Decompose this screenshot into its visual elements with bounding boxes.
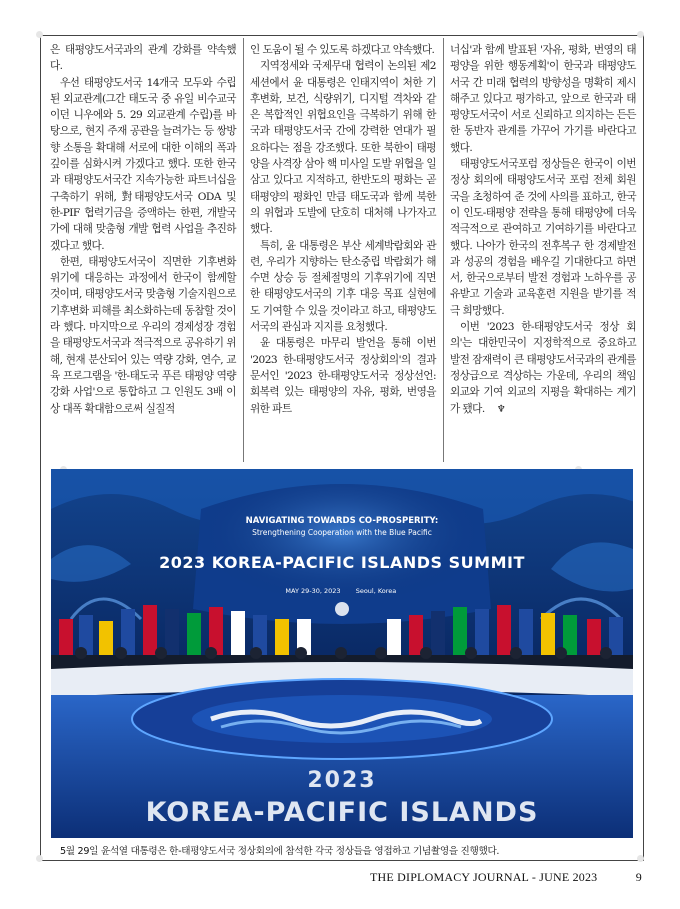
floor-title: KOREA-PACIFIC ISLANDS xyxy=(145,797,539,828)
paragraph-text: 이번 '2023 한-태평양도서국 정상 회의'는 대한민국이 지정학적으로 중요하고 발전 잠재력이 큰 태평양도서국과의 관계를 정상급으로 격상하는 가운데, 우리의 책임 외교와 기여 외교의 지평을 확대하는 계기가 됐다. xyxy=(450,321,636,415)
paragraph: 지역정세와 국제무대 협력이 논의된 제2세션에서 윤 대통령은 인태지역이 처한 기후변화, 보건, 식량위기, 디지털 격차와 같은 복합적인 위협요인을 극복하기 위해 한국과 태평양도서국 간에 강력한 연대가 필요하다는 점을 강조했다. 또한 북한이 태평양을 사격장 삼아 핵 미사일 도발 위협을 일삼고 있다고 지적하고, 한반도의 평화는 곧 태평양의 평화인 만큼 태도국과 함께 북한의 위협과 도발에 단호히 대처해 나가자고 했다. xyxy=(250,60,436,236)
paragraph: 특히, 윤 대통령은 부산 세계박람회와 관련, 우리가 지향하는 탄소중립 박람회가 해수면 상승 등 절체절명의 기후위기에 직면한 태평양도서국의 기후 대응 목표 실현에도 기여할 수 있을 것이라고 하고, 태평양도서국의 관심과 지지를 요청했다. xyxy=(250,239,436,334)
corner-mark xyxy=(637,31,644,38)
summit-logo-icon xyxy=(335,602,349,616)
summit-title: 2023 KOREA-PACIFIC ISLANDS SUMMIT xyxy=(159,553,525,572)
summit-photo xyxy=(51,469,633,838)
paragraph: 너십'과 함께 발표된 '자유, 평화, 번영의 태평양을 위한 행동계획'이 한국과 태평양도서국 간 미래 협력의 방향성을 명확히 제시해주고 있다고 평가하고, 앞으로 한국과 태평양도서국이 서로 신뢰하고 의지하는 든든한 동반자 관계를 가꾸어 가기를 바란다고 했다. xyxy=(450,44,636,154)
paragraph: 우선 태평양도서국 14개국 모두와 수립된 외교관계(그간 태도국 중 유일 비수교국이던 니우에와 5. 29 외교관계 수립)를 바탕으로, 현지 주재 공관을 늘려가는 등 쌍방향 소통을 확대해 서로에 대한 이해의 폭과 깊이를 심화시켜 가겠다고 했다. 또한 한국과 태평양도서국간 지속가능한 파트너십을 구축하기 위해, 對태평양도서국 ODA 및 한-PIF 협력기금을 증액하는 한편, 개발국가에 대해 맞춤형 개발 협력 사업을 추진하겠다고 했다. xyxy=(50,76,236,252)
end-of-article-icon: ♆ xyxy=(496,403,506,415)
summit-date: MAY 29-30, 2023 xyxy=(285,587,341,595)
corner-mark xyxy=(36,855,43,862)
page-number: 9 xyxy=(635,870,642,884)
article-column-2 xyxy=(250,42,436,417)
paragraph xyxy=(450,319,636,418)
banner-line-1: NAVIGATING TOWARDS CO-PROSPERITY: xyxy=(245,516,439,526)
corner-mark xyxy=(36,31,43,38)
floor-year: 2023 xyxy=(307,768,377,793)
paragraph: 인 도움이 될 수 있도록 하겠다고 약속했다. xyxy=(250,44,435,56)
column-divider xyxy=(243,38,244,462)
photo-caption: 5월 29일 윤석열 대통령은 한-태평양도서국 정상회의에 참석한 각국 정상들을 영접하고 기념촬영을 진행했다. xyxy=(60,846,500,857)
paragraph: 윤 대통령은 마무리 발언을 통해 이번 '2023 한-태평양도서국 정상회의'의 결과 문서인 '2023 한-태평양도서국 정상선언: 회복력 있는 태평양의 자유, 평화, 번영을 위한 파트 xyxy=(250,337,436,415)
summit-place: Seoul, Korea xyxy=(355,587,397,595)
article-column-1 xyxy=(50,42,236,417)
paragraph: 은 태평양도서국과의 관계 강화를 약속했다. xyxy=(50,44,236,73)
banner-line-2: Strengthening Cooperation with the Blue Pacific xyxy=(252,528,432,537)
paragraph: 태평양도서국포럼 정상들은 한국이 이번 정상 회의에 태평양도서국 포럼 전체 회원국을 초청하여 준 것에 사의를 표하고, 한국이 인도-태평양 전략을 통해 태평양에 더욱 적극적으로 관여하고 기여하기를 바란다고 했다. 나아가 한국의 전후복구 한 경제발전과 성공의 경험을 배우길 기대한다고 하면서, 한국으로부터 발전 경험과 노하우를 공유받고 기술과 교육훈련 지원을 받기를 적극 희망했다. xyxy=(450,158,636,317)
corner-mark xyxy=(637,855,644,862)
journal-title: THE DIPLOMACY JOURNAL - JUNE 2023 xyxy=(370,870,598,884)
article-column-3 xyxy=(450,42,636,418)
column-divider xyxy=(443,38,444,462)
paragraph: 한편, 태평양도서국이 직면한 기후변화 위기에 대응하는 과정에서 한국이 함께할 것이며, 태평양도서국 맞춤형 기술지원으로 기후변화 피해를 최소화하는데 동참할 것이라 했다. 마지막으로 우리의 경제성장 경험을 태평양도서국과 적극적으로 공유하기 위해, 현재 분산되어 있는 역량 강화, 연수, 교육 프로그램을 '한-태도국 푸른 태평양 역량강화 사업'으로 통합하고 그 인원도 3배 이상 대폭 확대함으로써 실질적 xyxy=(50,255,236,415)
